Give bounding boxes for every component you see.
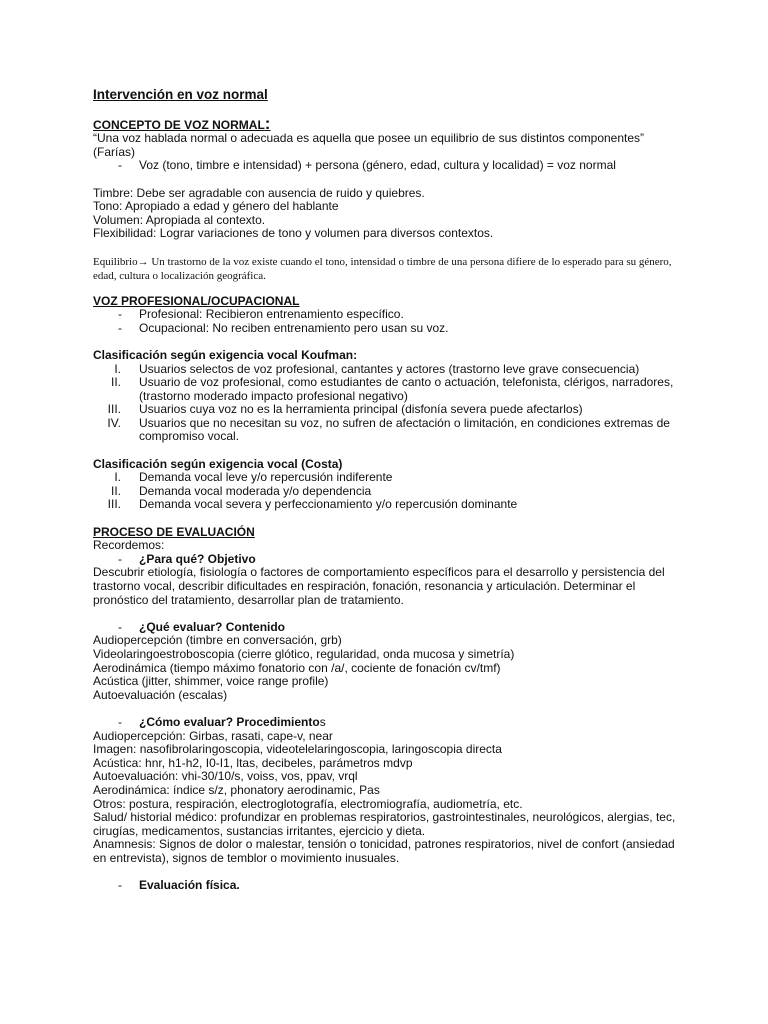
como-evaluar-line: Otros: postura, respiración, electroglotografía, electromiografía, audiometría, etc. <box>93 796 523 811</box>
que-evaluar-line: Acústica (jitter, shimmer, voice range profile) <box>93 674 329 689</box>
que-evaluar-heading <box>93 621 688 635</box>
list-item <box>93 363 688 377</box>
que-evaluar-line: Aerodinámica (tiempo máximo fonatorio con /a/, cociente de fonación cv/tmf) <box>93 660 501 675</box>
dash-marker: - <box>118 878 122 893</box>
doc-title: Intervención en voz normal <box>93 87 268 102</box>
para-que-heading-text: ¿Para qué? Objetivo <box>139 551 256 566</box>
evaluacion-heading: PROCESO DE EVALUACIÓN <box>93 524 255 539</box>
caracteristica-timbre: Timbre: Debe ser agradable con ausencia de ruido y quiebres. <box>93 185 425 200</box>
dash-marker: - <box>118 619 122 634</box>
dash-marker: - <box>118 307 122 322</box>
list-item <box>93 485 688 499</box>
list-item <box>93 403 688 417</box>
para-que-text: Descubrir etiología, fisiología o factores de comportamiento específicos para el desarrollo y persistencia del trastorno vocal, describir dificultades en respiración, fonación, resonancia y articulación. Determinar el pronóstico del tratamiento, desarrollar plan de tratamiento. <box>93 565 665 607</box>
list-item-text: Usuarios selectos de voz profesional, cantantes y actores (trastorno leve grave consecuencia) <box>139 361 640 376</box>
caracteristica-flexibilidad: Flexibilidad: Lograr variaciones de tono y volumen para diversos contextos. <box>93 226 494 241</box>
roman-marker: II. <box>110 375 121 390</box>
roman-marker: I. <box>114 470 121 485</box>
list-item <box>93 322 688 336</box>
como-evaluar-heading <box>93 716 688 730</box>
dash-marker: - <box>118 551 122 566</box>
como-evaluar-line: Imagen: nasofibrolaringoscopia, videotelelaringoscopia, laringoscopia directa <box>93 742 502 757</box>
como-evaluar-line: Anamnesis: Signos de dolor o malestar, tensión o tonicidad, patrones respiratorios, nivel de confort (ansiedad en entrevista), signos de temblor o movimiento inusuales. <box>93 837 675 865</box>
concepto-heading <box>93 113 688 133</box>
list-item <box>93 159 688 173</box>
como-evaluar-heading-tail: s <box>319 714 326 729</box>
list-item <box>93 471 688 485</box>
list-item-text: Usuarios cuya voz no es la herramienta principal (disfonía severa puede afectarlos) <box>139 402 583 417</box>
list-item-text: Usuario de voz profesional, como estudiantes de canto o actuación, telefonista, clérigos, narradores, (trastorno moderado impacto profesional negativo) <box>139 375 674 403</box>
como-evaluar-line: Aerodinámica: índice s/z, phonatory aerodinamic, Pas <box>93 782 380 797</box>
costa-list <box>93 471 688 512</box>
list-item-text: Ocupacional: No reciben entrenamiento pero usan su voz. <box>139 320 449 335</box>
fisica-heading-text: Evaluación física. <box>139 878 240 893</box>
que-evaluar-line: Videolaringoestroboscopia (cierre glótico, regularidad, onda mucosa y simetría) <box>93 646 515 661</box>
roman-marker: III. <box>107 402 121 417</box>
list-item-text: Voz (tono, timbre e intensidad) + persona (género, edad, cultura y localidad) = voz normal <box>139 158 616 173</box>
profesional-list <box>93 308 688 335</box>
dash-marker: - <box>118 714 122 729</box>
list-item-text: Demanda vocal leve y/o repercusión indiferente <box>139 470 393 485</box>
dash-marker: - <box>118 158 122 173</box>
costa-heading: Clasificación según exigencia vocal (Costa) <box>93 456 343 471</box>
caracteristica-tono: Tono: Apropiado a edad y género del hablante <box>93 199 339 214</box>
caracteristica-volumen: Volumen: Apropiada al contexto. <box>93 212 266 227</box>
que-evaluar-line: Autoevaluación (escalas) <box>93 687 228 702</box>
list-item <box>93 308 688 322</box>
equilibrio-note: Equilibrio→ Un trastorno de la voz existe cuando el tono, intensidad o timbre de una persona difiere de lo esperado para su género, edad, cultura o localización geográfica. <box>93 255 672 282</box>
concepto-heading-colon: : <box>264 113 271 133</box>
roman-marker: III. <box>107 497 121 512</box>
como-evaluar-line: Salud/ historial médico: profundizar en problemas respiratorios, gastrointestinales, neurológicos, alergias, tec, cirugías, medicamentos, sustancias irritantes, ejercicio y dieta. <box>93 810 676 838</box>
list-item <box>93 417 688 444</box>
koufman-heading: Clasificación según exigencia vocal Koufman: <box>93 347 358 362</box>
list-item-text: Demanda vocal moderada y/o dependencia <box>139 483 372 498</box>
evaluacion-intro: Recordemos: <box>93 538 165 553</box>
como-evaluar-heading-text: ¿Cómo evaluar? Procedimiento <box>139 714 320 729</box>
koufman-list <box>93 363 688 445</box>
roman-marker: II. <box>110 483 121 498</box>
roman-marker: IV. <box>107 415 121 430</box>
roman-marker: I. <box>114 361 121 376</box>
list-item-text: Usuarios que no necesitan su voz, no sufren de afectación o limitación, en condiciones extremas de compromiso vocal. <box>139 415 670 444</box>
que-evaluar-line: Audiopercepción (timbre en conversación, grb) <box>93 633 342 648</box>
list-item <box>93 498 688 512</box>
concepto-quote: “Una voz hablada normal o adecuada es aquella que posee un equilibrio de sus distintos componentes” (Farías) <box>93 131 645 159</box>
como-evaluar-line: Acústica: hnr, h1-h2, I0-I1, ltas, decibeles, parámetros mdvp <box>93 755 413 770</box>
que-evaluar-heading-text: ¿Qué evaluar? Contenido <box>139 619 286 634</box>
concepto-heading-text: CONCEPTO DE VOZ NORMAL <box>93 117 265 132</box>
como-evaluar-line: Audiopercepción: Girbas, rasati, cape-v, near <box>93 728 333 743</box>
list-item-text: Profesional: Recibieron entrenamiento específico. <box>139 307 404 322</box>
dash-marker: - <box>118 320 122 335</box>
como-evaluar-line: Autoevaluación: vhi-30/10/s, voiss, vos, ppav, vrql <box>93 769 358 784</box>
profesional-heading: VOZ PROFESIONAL/OCUPACIONAL <box>93 293 300 308</box>
concepto-list <box>93 159 688 173</box>
list-item-text: Demanda vocal severa y perfeccionamiento y/o repercusión dominante <box>139 497 518 512</box>
para-que-heading <box>93 553 688 567</box>
list-item <box>93 376 688 403</box>
fisica-heading <box>93 879 688 893</box>
